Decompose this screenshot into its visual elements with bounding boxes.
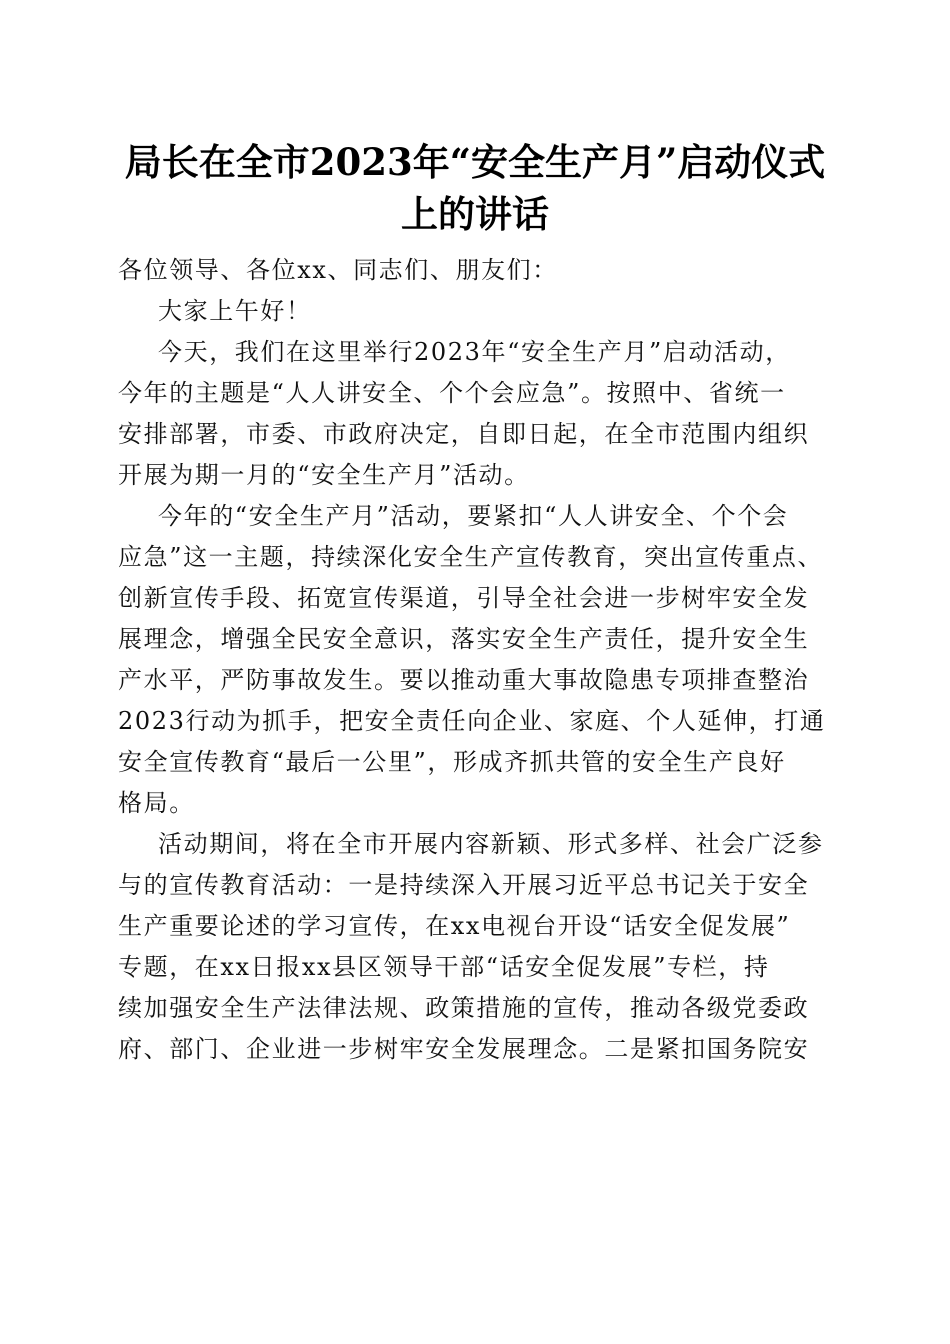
body-line: 今年的“安全生产月”活动，要紧扣“人人讲安全、个个会 [158,502,789,530]
paragraph-theme [118,496,826,824]
body-line: 续加强安全生产法律法规、政策措施的宣传，推动各级党委政 [118,994,810,1022]
body-line: 活动期间，将在全市开展内容新颖、形式多样、社会广泛参 [158,830,824,858]
body-line: 今年的主题是“人人讲安全、个个会应急”。按照中、省统一 [118,379,786,407]
body-line: 2023行动为抓手，把安全责任向企业、家庭、个人延伸，打通 [118,707,826,735]
body-line: 开展为期一月的“安全生产月”活动。 [118,461,530,489]
body-line: 与的宣传教育活动：一是持续深入开展习近平总书记关于安全 [118,871,810,899]
title-line: 上的讲话 [401,192,549,236]
body-line: 生产重要论述的学习宣传，在xx电视台开设“话安全促发展” [118,912,791,940]
body-line: 各位领导、各位xx、同志们、朋友们： [118,256,558,284]
document-title [110,136,840,240]
paragraph-intro [118,332,823,496]
paragraph-greeting [118,291,823,332]
paragraph-salutation [118,250,823,291]
document-body [118,250,826,1070]
body-line: 应急”这一主题，持续深化安全生产宣传教育，突出宣传重点、 [118,543,824,571]
body-line: 安排部署，市委、市政府决定，自即日起，在全市范围内组织 [118,420,810,448]
paragraph-activities [118,824,823,1070]
title-line: 局长在全市2023年“安全生产月”启动仪式 [124,140,826,184]
body-line: 格局。 [118,789,195,817]
body-line: 今天，我们在这里举行2023年“安全生产月”启动活动， [158,338,791,366]
body-line: 创新宣传手段、拓宽宣传渠道，引导全社会进一步树牢安全发 [118,584,810,612]
body-line: 大家上午好！ [158,297,312,325]
body-line: 产水平，严防事故发生。要以推动重大事故隐患专项排查整治 [118,666,810,694]
body-line: 安全宣传教育“最后一公里”，形成齐抓共管的安全生产良好 [118,748,786,776]
body-line: 展理念，增强全民安全意识，落实安全生产责任，提升安全生 [118,625,810,653]
body-line: 府、部门、企业进一步树牢安全发展理念。二是紧扣国务院安 [118,1035,810,1063]
body-line: 专题，在xx日报xx县区领导干部“话安全促发展”专栏，持 [118,953,770,981]
